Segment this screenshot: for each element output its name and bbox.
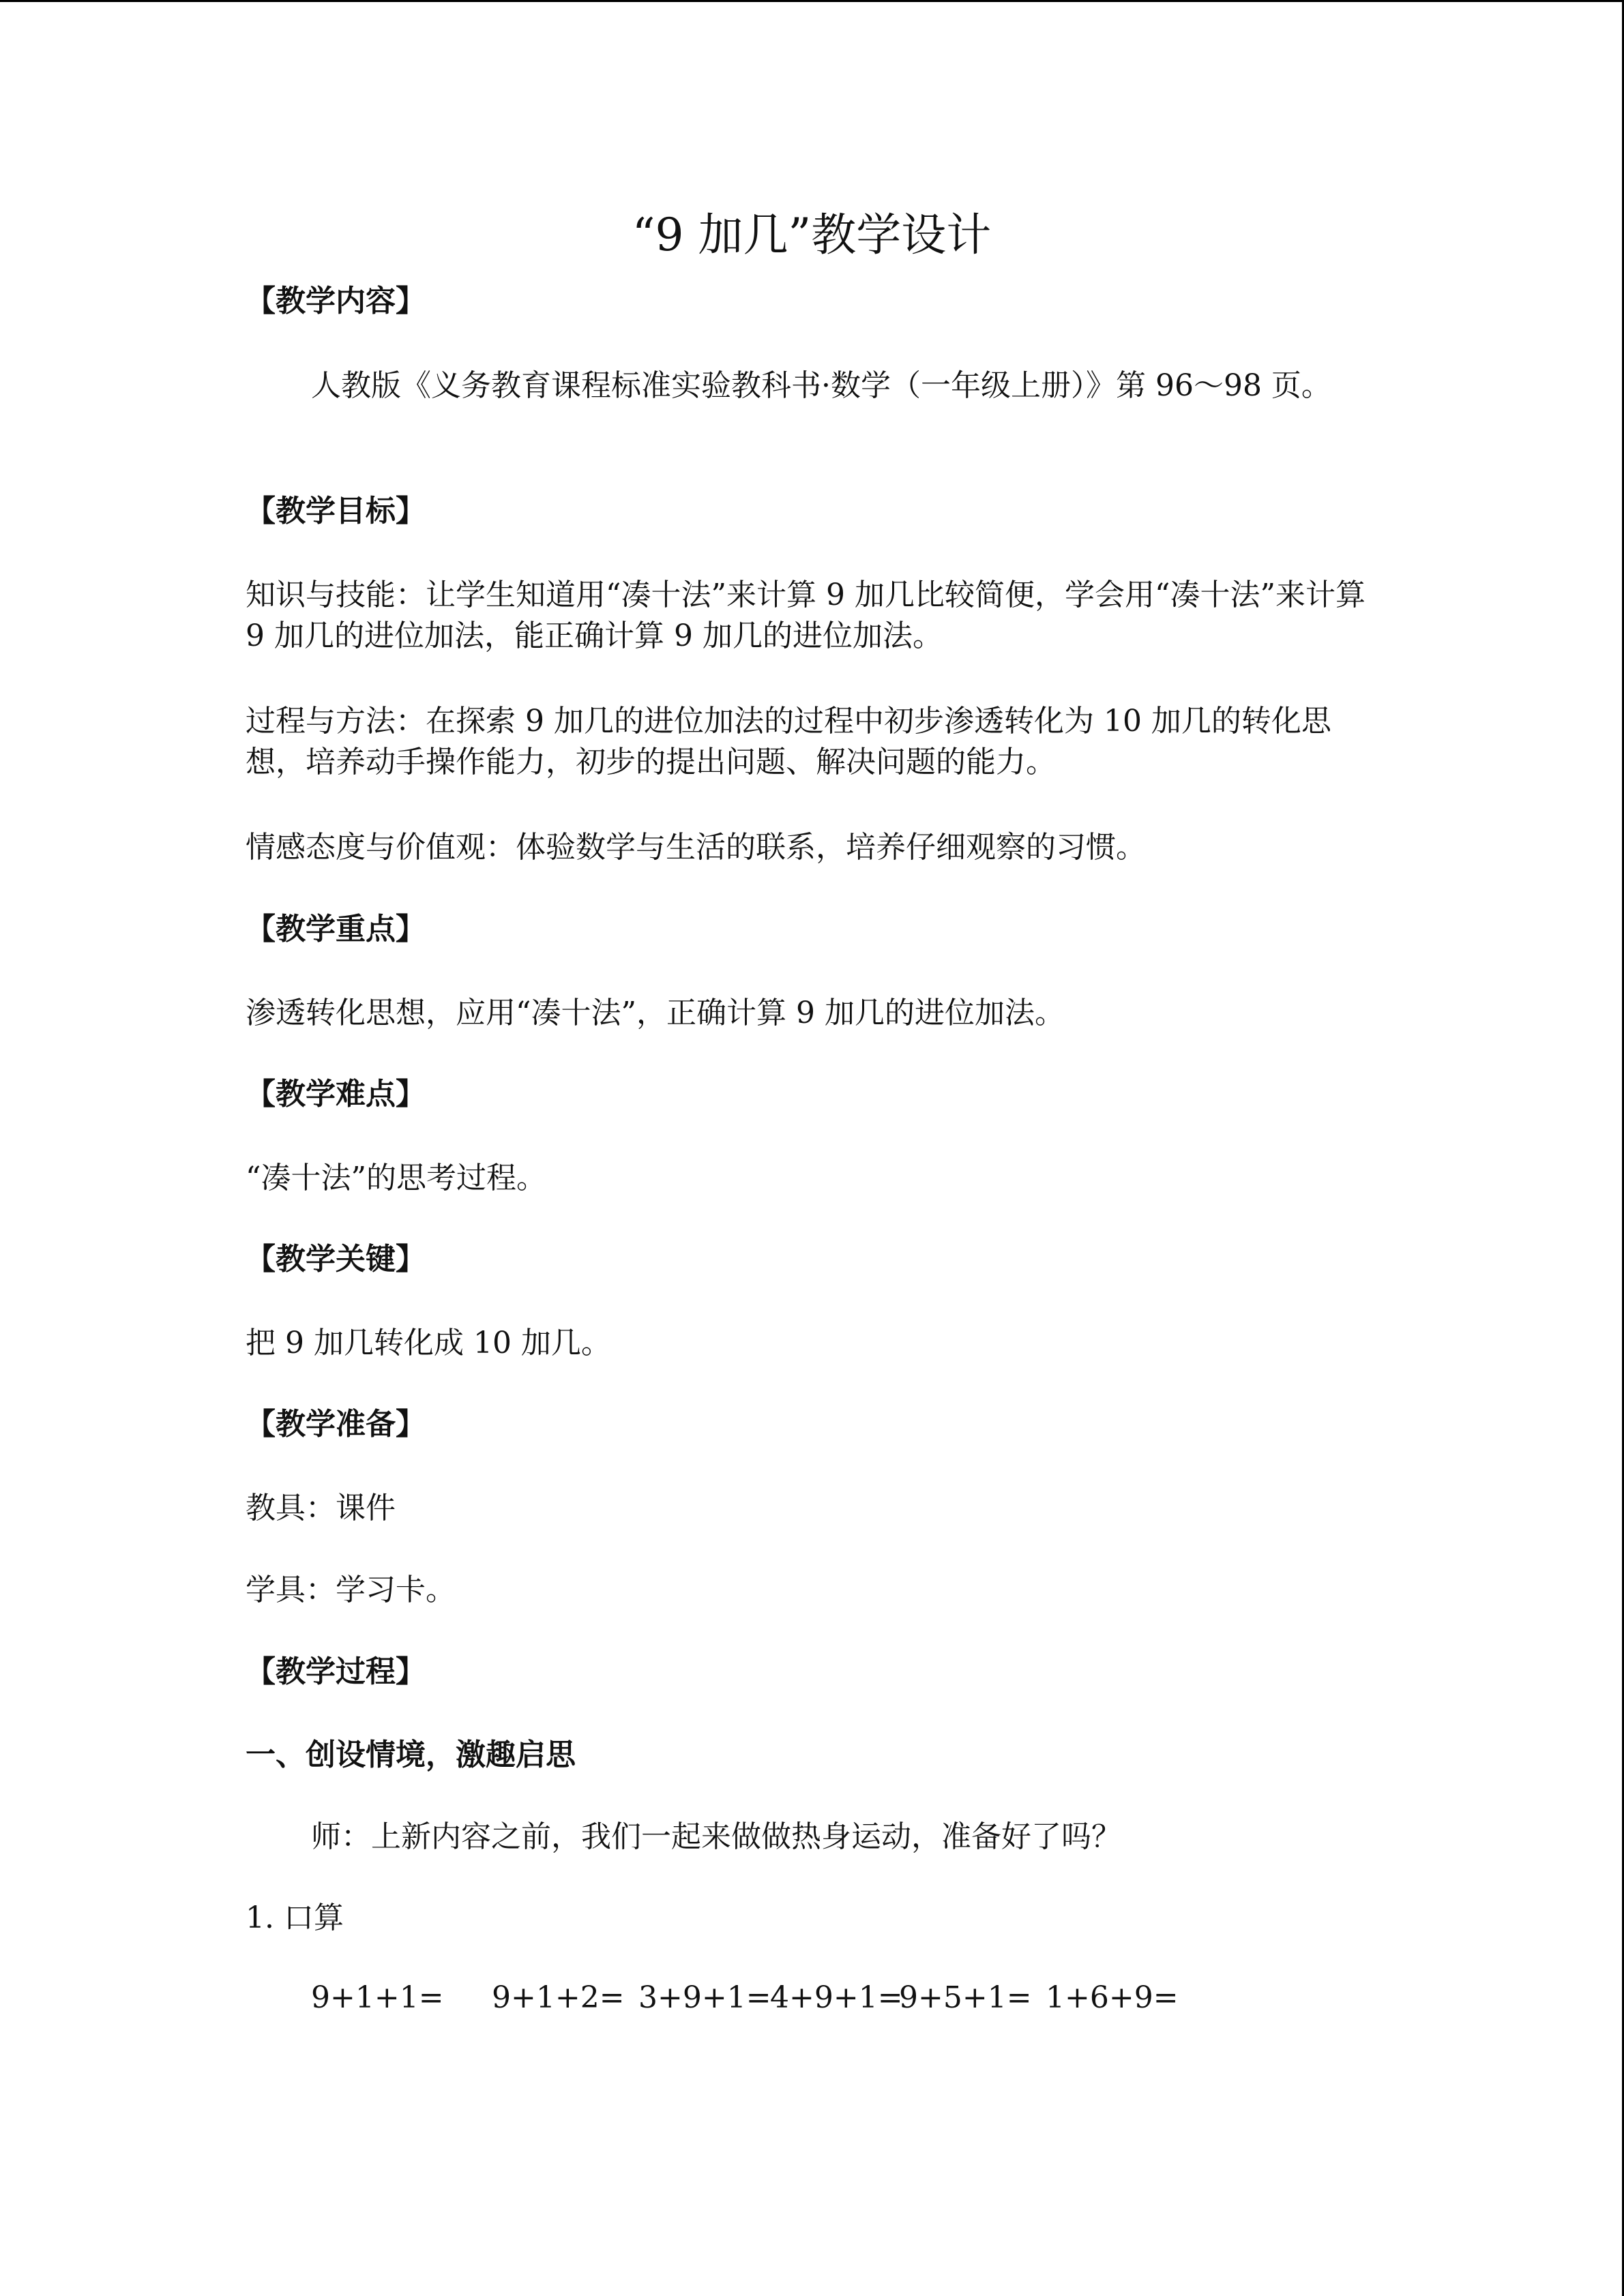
heading-crux: 【教学关键】	[246, 1242, 426, 1277]
goal-knowledge-text: 知识与技能：让学生知道用“凑十法”来计算 9 加几比较简便，学会用“凑十法”来计算 9 加几的进位加法，能正确计算 9 加几的进位加法。	[246, 578, 1365, 653]
heading-difficulty: 【教学难点】	[246, 1077, 426, 1112]
teacher-line-text: 师：上新内容之前，我们一起来做做热身运动，准备好了吗？	[311, 1819, 1121, 1854]
crux-text: 把 9 加几转化成 10 加几。	[246, 1326, 611, 1360]
teaching-content-text: 人教版《义务教育课程标准实验教科书·数学（一年级上册）》第 96～98 页。	[311, 368, 1331, 403]
heading-preparation: 【教学准备】	[246, 1407, 426, 1442]
process-step1-title: 一、创设情境，激趣启思	[246, 1738, 576, 1772]
oral-calc-row	[311, 1978, 1334, 2018]
oral-calc-item: 9+1+2=	[492, 1980, 625, 2015]
heading-teaching-goals: 【教学目标】	[246, 494, 426, 528]
heading-teaching-content: 【教学内容】	[246, 284, 426, 318]
goal-emotion-text: 情感态度与价值观：体验数学与生活的联系，培养仔细观察的习惯。	[246, 830, 1146, 865]
document-title: “9 加几”教学设计	[632, 209, 992, 261]
oral-calc-item: 4+9+1=	[770, 1980, 903, 2015]
goal-process-text: 过程与方法：在探索 9 加几的进位加法的过程中初步渗透转化为 10 加几的转化思想，培养动手操作能力，初步的提出问题、解决问题的能力。	[246, 704, 1331, 779]
key-point-text: 渗透转化思想，应用“凑十法”，正确计算 9 加几的进位加法。	[246, 996, 1065, 1030]
heading-key-point: 【教学重点】	[246, 912, 426, 946]
preparation-student-text: 学具：学习卡。	[246, 1572, 456, 1607]
oral-calc-item: 3+9+1=	[638, 1980, 771, 2015]
oral-calc-item: 1+6+9=	[1046, 1980, 1179, 2015]
oral-calc-item: 9+5+1=	[899, 1980, 1032, 2015]
oral-calc-item: 9+1+1=	[311, 1980, 444, 2015]
difficulty-text: “凑十法”的思考过程。	[246, 1161, 546, 1195]
page-border-top	[0, 0, 1624, 2]
preparation-teacher-text: 教具：课件	[246, 1491, 396, 1525]
oral-calc-title: 1. 口算	[246, 1900, 344, 1935]
heading-teaching-process: 【教学过程】	[246, 1654, 426, 1689]
